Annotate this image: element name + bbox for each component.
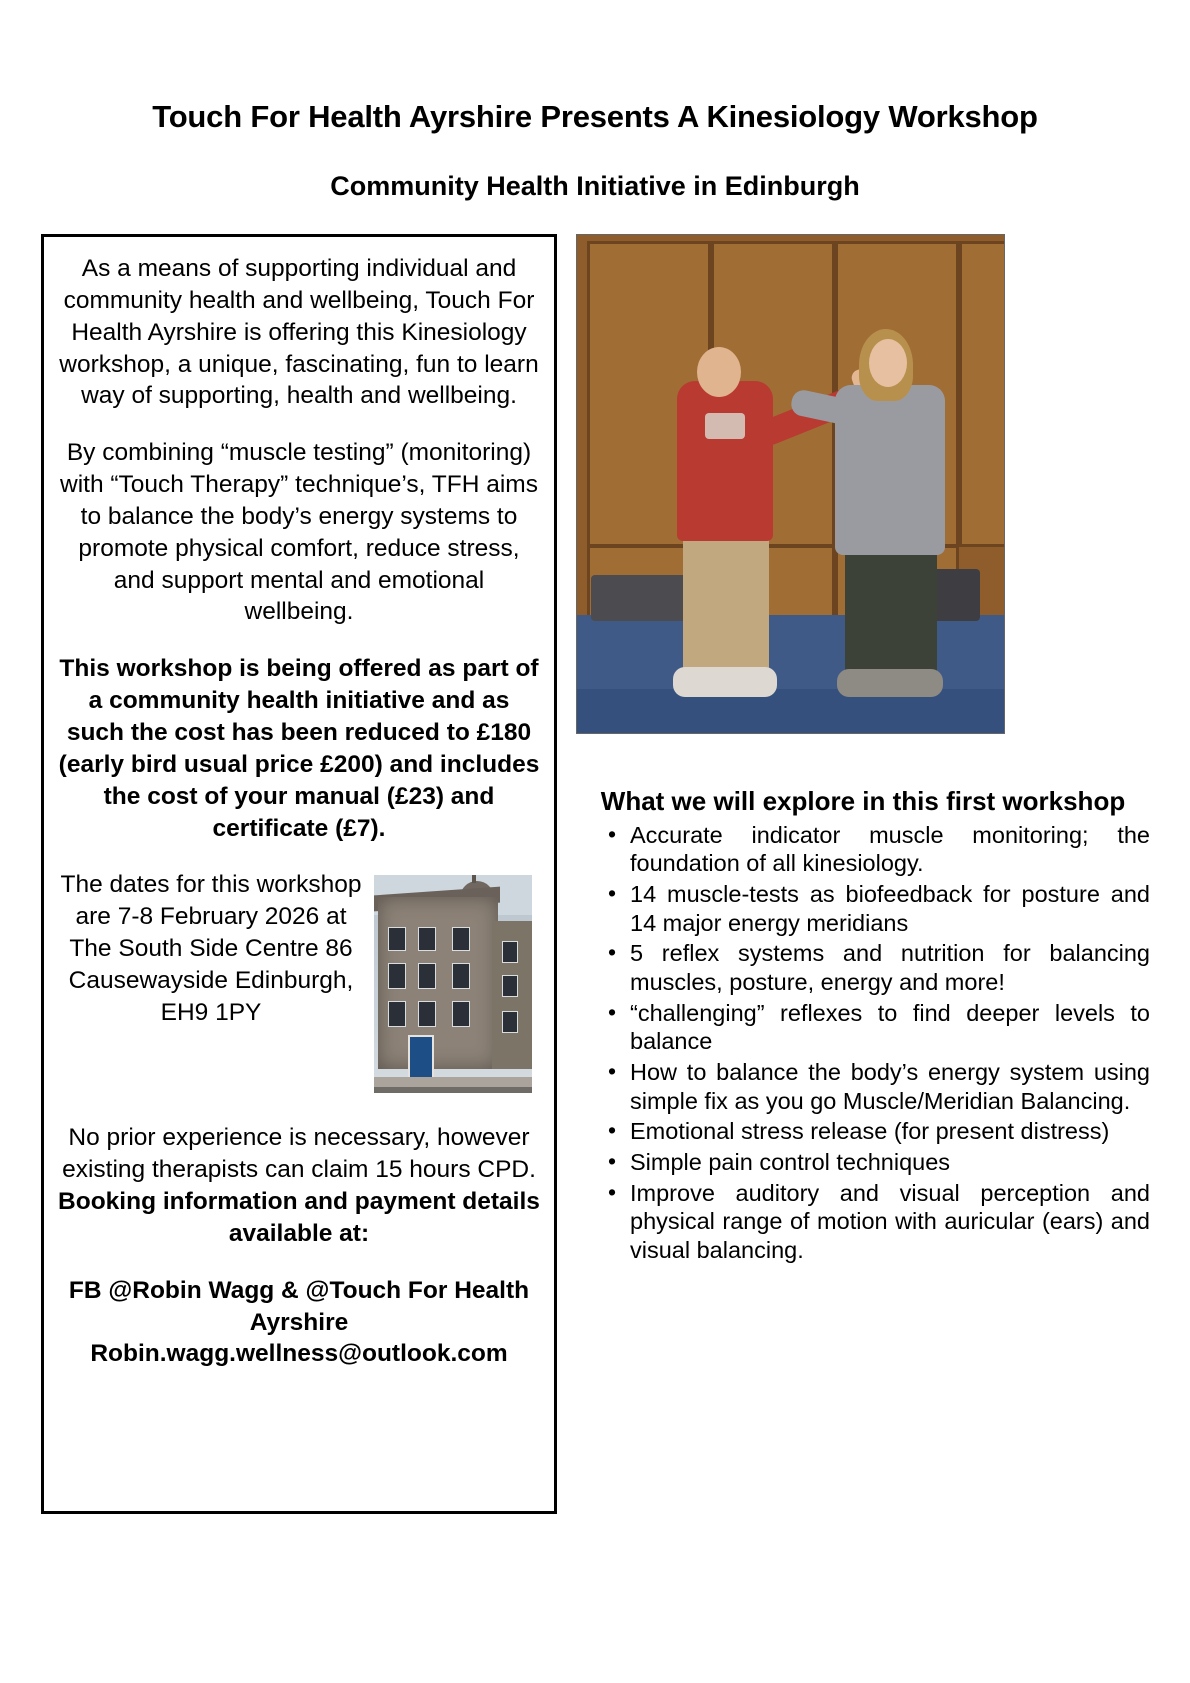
list-item: • 14 muscle-tests as biofeedback for posture and 14 major energy meridians: [606, 880, 1150, 937]
list-item: • 5 reflex systems and nutrition for balancing muscles, posture, energy and more!: [606, 939, 1150, 996]
venue-building-photo: [374, 875, 532, 1093]
muscle-testing-paragraph: By combining “muscle testing” (monitoring) with “Touch Therapy” technique’s, TFH aims to balance the body’s energy systems to promote physical comfort, reduce stress, and support mental and emotional wellbeing.: [60, 439, 538, 626]
dates-and-venue-block: [58, 869, 540, 1097]
spacer: [58, 1250, 540, 1275]
experience-paragraph: No prior experience is necessary, however existing therapists can claim 15 hours CPD.: [62, 1124, 536, 1184]
poster-subtitle: Community Health Initiative in Edinburgh: [330, 171, 860, 202]
pricing-paragraph: This workshop is being offered as part of a community health initiative and as such the cost has been reduced to £180 (early bird usual price £200) and includes the cost of your manual (£23) and certificate (£7).: [58, 655, 540, 842]
right-column: [576, 234, 1150, 1267]
explore-heading: What we will explore in this first workshop: [600, 786, 1126, 816]
spacer: [58, 1097, 540, 1122]
email-contact[interactable]: Robin.wagg.wellness@outlook.com: [90, 1340, 508, 1368]
list-item: • How to balance the body’s energy system using simple fix as you go Muscle/Meridian Balancing.: [606, 1058, 1150, 1115]
poster-body: [0, 234, 1190, 1674]
list-item: • “challenging” reflexes to find deeper levels to balance: [606, 999, 1150, 1056]
facebook-contact[interactable]: FB @Robin Wagg & @Touch For Health Ayrshire: [68, 1276, 530, 1336]
dates-paragraph: The dates for this workshop are 7-8 February 2026 at The South Side Centre 86 Causewayside Edinburgh, EH9 1PY: [60, 871, 362, 1026]
explore-list: [576, 821, 1150, 1265]
spacer: [58, 412, 540, 437]
spacer: [58, 844, 540, 869]
intro-paragraph: As a means of supporting individual and community health and wellbeing, Touch For Health Ayrshire is offering this Kinesiology workshop, a unique, fascinating, fun to learn way of supporting, health and wellbeing.: [59, 255, 539, 410]
poster-title: Touch For Health Ayrshire Presents A Kinesiology Workshop: [152, 99, 1038, 134]
kinesiology-demo-photo: [576, 234, 1005, 734]
list-item: • Improve auditory and visual perception and physical range of motion with auricular (ears) and visual balancing.: [606, 1179, 1150, 1265]
list-item: • Simple pain control techniques: [606, 1148, 1150, 1177]
left-info-box: [41, 234, 557, 1514]
list-item: • Emotional stress release (for present distress): [606, 1117, 1150, 1146]
spacer: [58, 628, 540, 653]
booking-paragraph: Booking information and payment details available at:: [58, 1188, 540, 1247]
list-item: • Accurate indicator muscle monitoring; the foundation of all kinesiology.: [606, 821, 1150, 878]
